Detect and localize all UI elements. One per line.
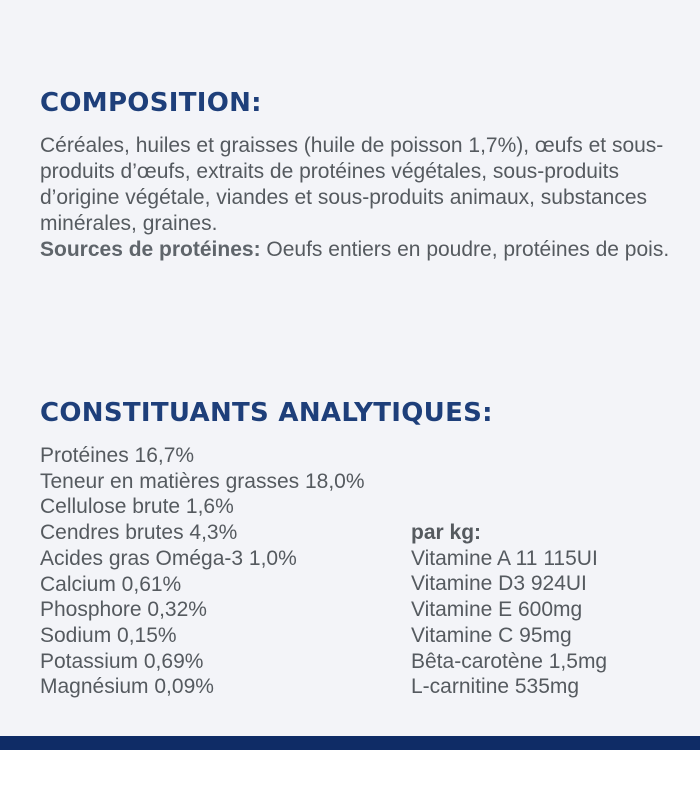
analytic-item: Cellulose brute 1,6%: [40, 495, 234, 519]
analytics-title: CONSTITUANTS ANALYTIQUES:: [40, 398, 493, 428]
per-kg-item: Vitamine C 95mg: [411, 623, 572, 647]
per-kg-item: Bêta-carotène 1,5mg: [411, 649, 608, 673]
per-kg-item: Vitamine A 11 115UI: [411, 546, 598, 570]
per-kg-list: [411, 520, 607, 700]
analytic-item: Potassium 0,69%: [40, 649, 204, 673]
protein-sources-label: Sources de protéines:: [40, 238, 261, 261]
composition-text: [40, 133, 680, 263]
footer-strip: [0, 750, 700, 800]
protein-sources-text: Oeufs entiers en poudre, protéines de pois.: [260, 238, 670, 261]
composition-title: COMPOSITION:: [40, 88, 262, 118]
per-kg-item: Vitamine E 600mg: [411, 598, 583, 622]
footer-bar: [0, 736, 700, 750]
per-kg-item: L-carnitine 535mg: [411, 675, 580, 699]
per-kg-label: par kg:: [411, 521, 482, 544]
analytic-item: Phosphore 0,32%: [40, 598, 207, 622]
analytic-item: Sodium 0,15%: [40, 623, 177, 647]
analytics-list: [40, 443, 365, 700]
analytic-item: Magnésium 0,09%: [40, 675, 214, 699]
analytic-item: Cendres brutes 4,3%: [40, 521, 238, 545]
analytic-item: Protéines 16,7%: [40, 444, 195, 467]
composition-ingredients: Céréales, huiles et graisses (huile de poisson 1,7%), œufs et sous-produits d’œufs, extraits de protéines végétales, sous-produits d’origine végétale, viandes et sous-produits animaux, substances minérales, graines.: [40, 134, 664, 235]
per-kg-item: Vitamine D3 924UI: [411, 572, 587, 596]
analytic-item: Calcium 0,61%: [40, 572, 182, 596]
analytic-item: Acides gras Oméga-3 1,0%: [40, 546, 297, 570]
analytic-item: Teneur en matières grasses 18,0%: [40, 469, 365, 493]
